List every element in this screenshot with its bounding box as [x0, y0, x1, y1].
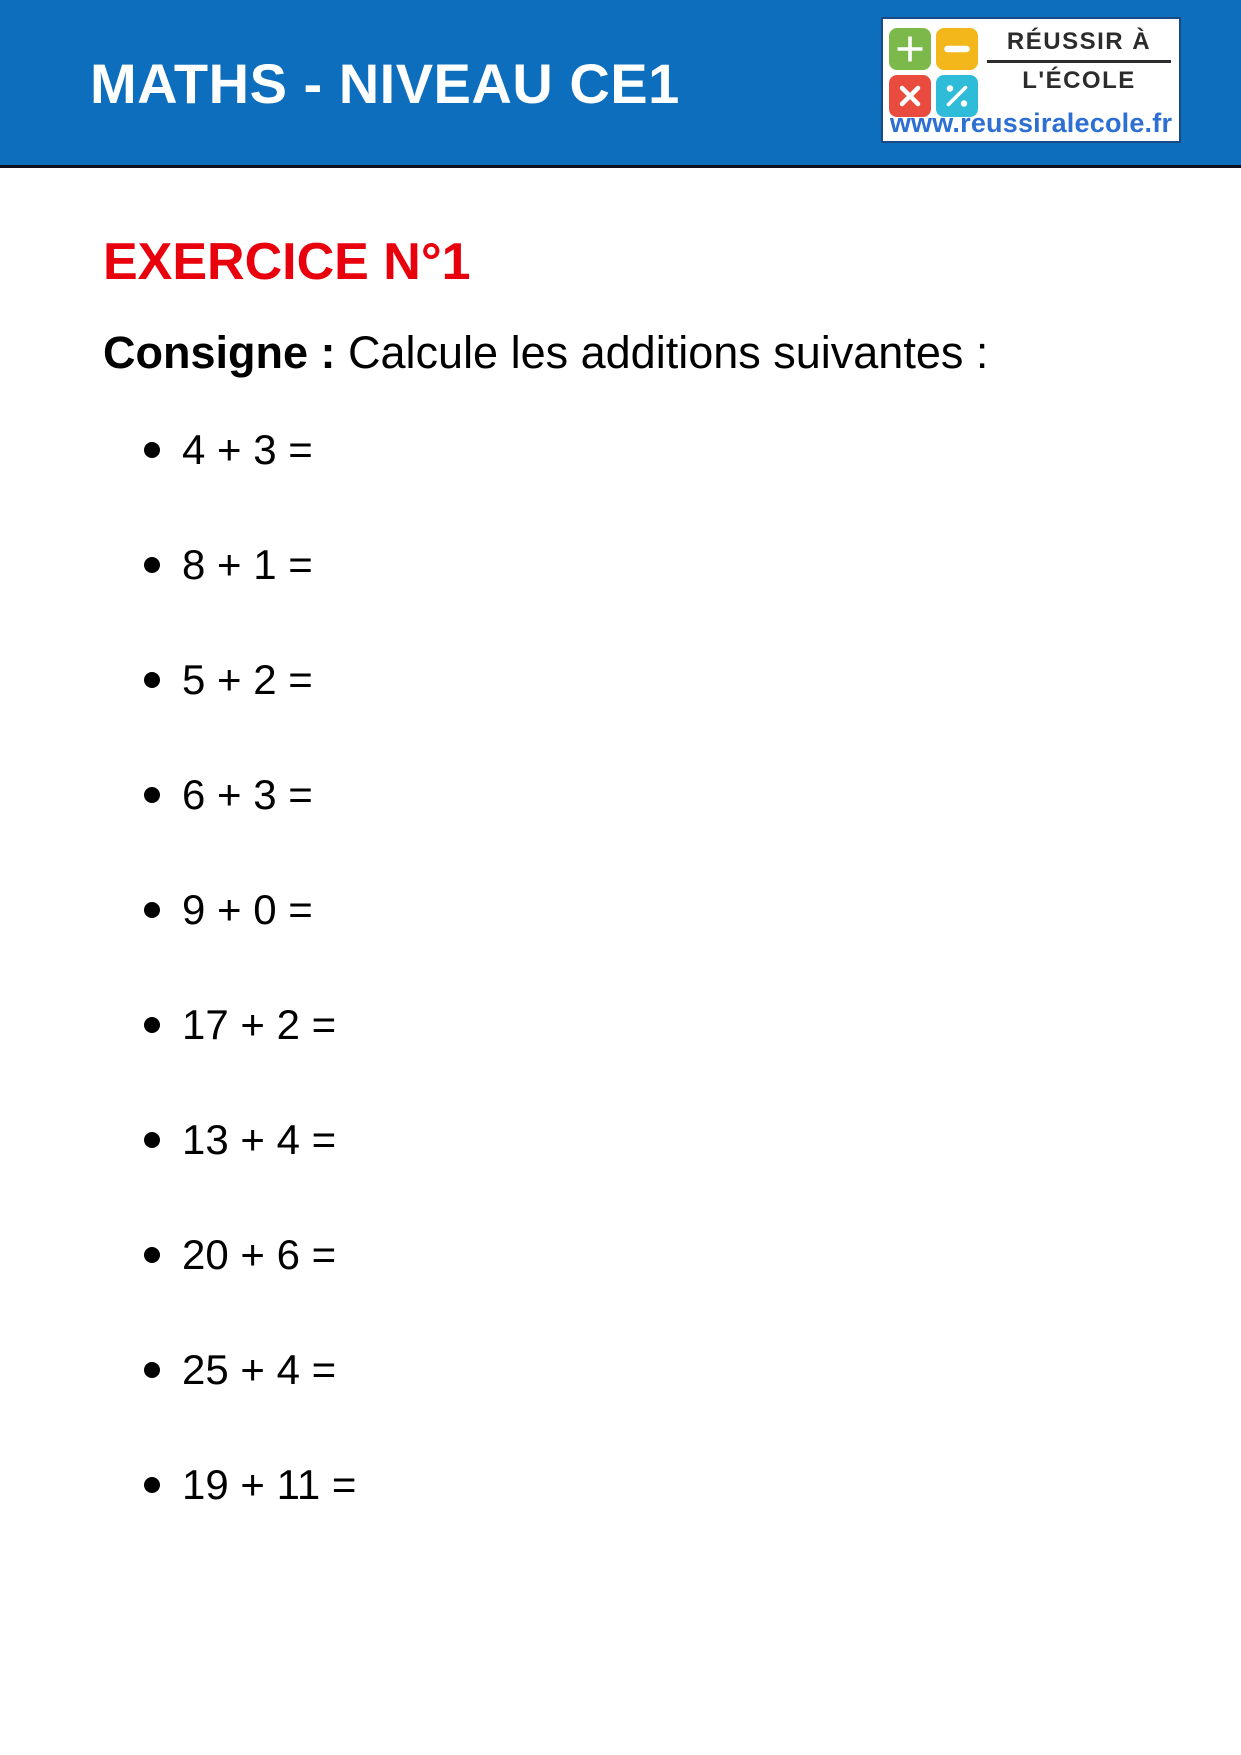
problem-item: 25 + 4 =	[103, 1346, 356, 1394]
logo-brand-line1: RÉUSSIR À	[1006, 28, 1152, 55]
instruction-label: Consigne :	[103, 327, 336, 378]
problem-item: 20 + 6 =	[103, 1231, 356, 1279]
instruction-text: Calcule les additions suivantes :	[348, 327, 989, 378]
problem-item: 17 + 2 =	[103, 1001, 356, 1049]
page-header	[0, 0, 1241, 168]
logo-tiles	[889, 28, 978, 117]
problem-item: 9 + 0 =	[103, 886, 356, 934]
problem-item: 13 + 4 =	[103, 1116, 356, 1164]
plus-icon	[889, 28, 931, 70]
problem-item: 8 + 1 =	[103, 541, 356, 589]
problem-item: 6 + 3 =	[103, 771, 356, 819]
logo-divider	[987, 60, 1171, 63]
instruction-line	[103, 327, 988, 379]
problem-item: 19 + 11 =	[103, 1461, 356, 1509]
logo-brand	[985, 29, 1173, 95]
logo-website-link[interactable]: www.reussiralecole.fr	[889, 108, 1173, 138]
problems-list	[103, 426, 356, 1576]
logo-brand-line2: L'ÉCOLE	[1022, 67, 1136, 95]
problem-item: 4 + 3 =	[103, 426, 356, 474]
problem-item: 5 + 2 =	[103, 656, 356, 704]
minus-icon	[936, 28, 978, 70]
worksheet-title: MATHS - NIVEAU CE1	[90, 52, 680, 115]
school-logo	[881, 17, 1181, 143]
exercise-heading: EXERCICE N°1	[103, 233, 471, 291]
